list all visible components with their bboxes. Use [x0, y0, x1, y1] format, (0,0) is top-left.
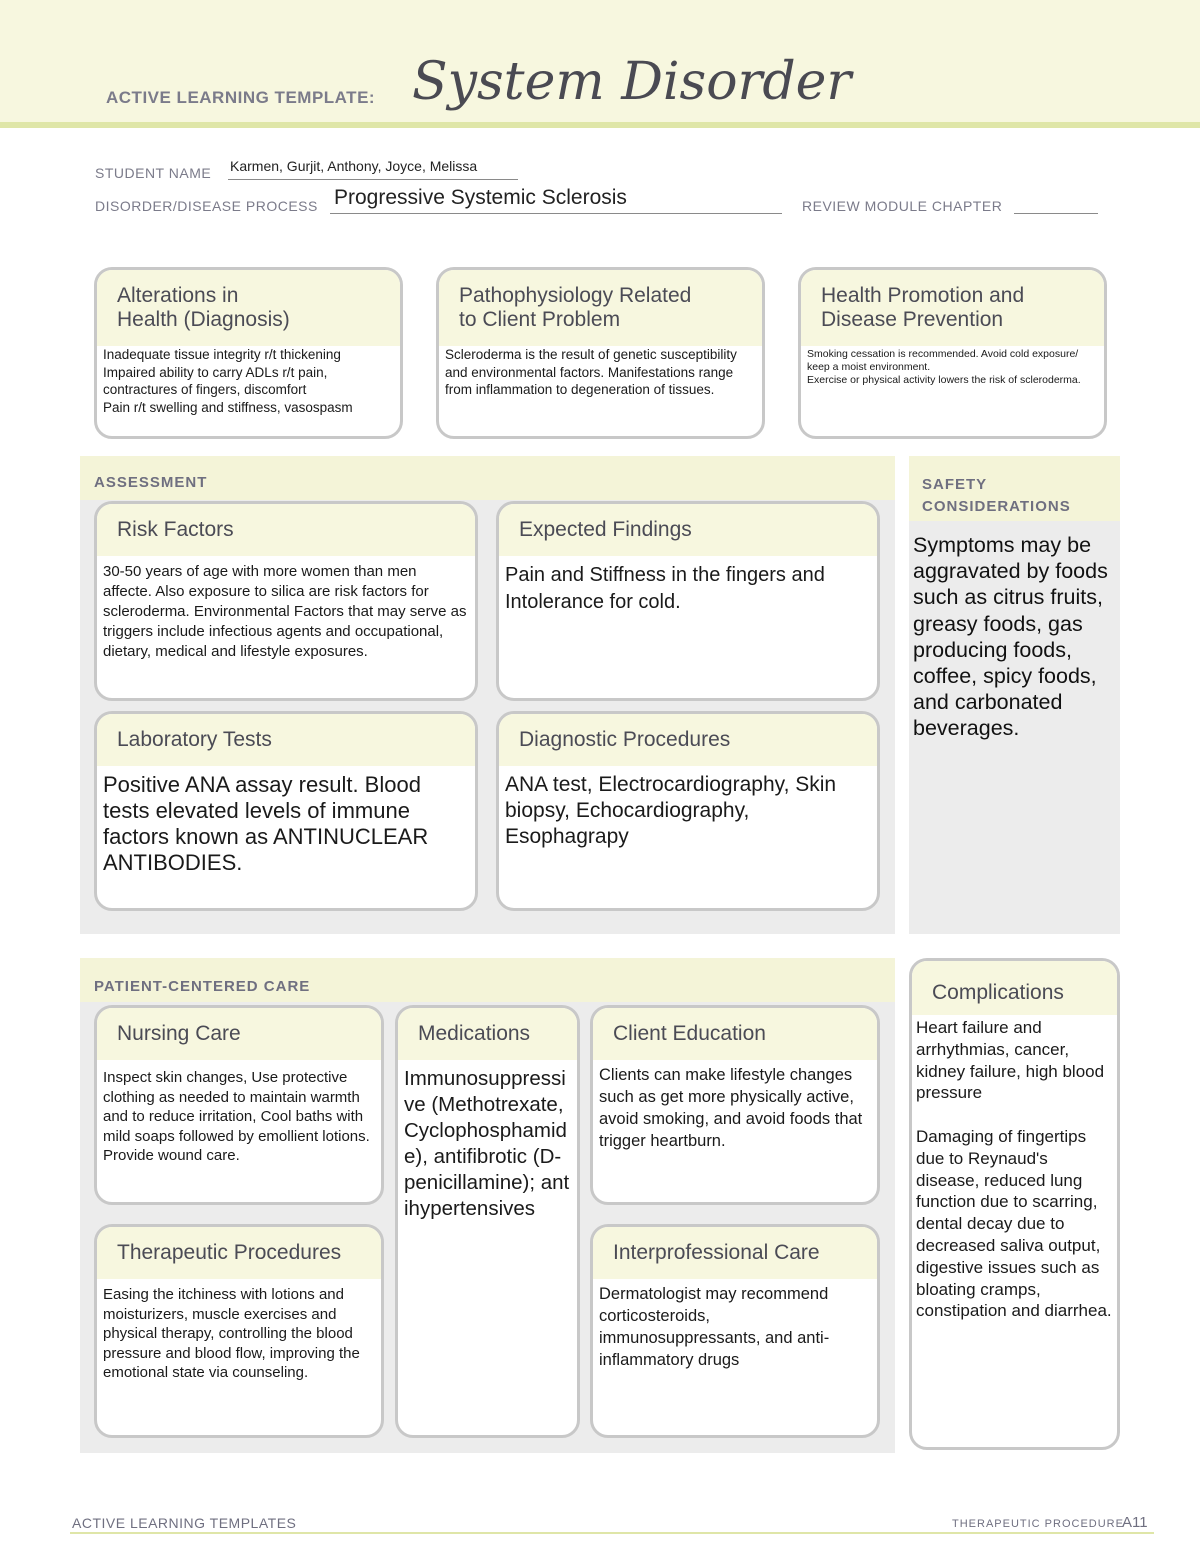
student-name-label: STUDENT NAME — [95, 165, 212, 181]
pathophysiology-body: Scleroderma is the result of genetic susceptibility and environmental factors. Manifestations range from inflammation to degeneration of tissues. — [445, 347, 737, 397]
assessment-label: ASSESSMENT — [94, 474, 208, 491]
pathophysiology-title-line2: to Client Problem — [459, 308, 621, 331]
medications-body: Immunosuppressive (Methotrexate, Cyclophosphamide), antifibrotic (D-penicillamine); antihypertensives — [404, 1067, 570, 1220]
client-education-body: Clients can make lifestyle changes such as get more physically active, avoid smoking, and avoid foods that trigger heartburn. — [599, 1066, 863, 1150]
health-promotion-card-title — [801, 270, 1104, 346]
disorder-value: Progressive Systemic Sclerosis — [334, 186, 627, 209]
complications-body: Heart failure and arrhythmias, cancer, kidney failure, high blood pressure Damaging of fingertips due to Reynaud's disease, reduced lung function due to scarring, dental decay due to decreased saliva output, digestive issues such as bloating cramps, constipation and diarrhea. — [916, 1018, 1112, 1321]
expected-findings-title: Expected Findings — [499, 504, 877, 556]
alterations-title-line1: Alterations in — [117, 284, 239, 307]
client-education-card — [590, 1005, 880, 1205]
footer-section: THERAPEUTIC PROCEDURE — [952, 1518, 1124, 1530]
alterations-title-line2: Health (Diagnosis) — [117, 308, 290, 331]
risk-factors-card — [94, 501, 478, 701]
pathophysiology-card — [436, 267, 765, 439]
therapeutic-procedures-title: Therapeutic Procedures — [97, 1227, 381, 1279]
page-number: A11 — [1122, 1514, 1148, 1531]
footer-divider — [70, 1532, 1154, 1534]
safety-label-line1: SAFETY — [922, 476, 988, 493]
therapeutic-procedures-card — [94, 1224, 384, 1438]
diagnostic-procedures-title: Diagnostic Procedures — [499, 714, 877, 766]
alterations-card-title — [97, 270, 400, 346]
diagnostic-procedures-card — [496, 711, 880, 911]
complications-card — [909, 958, 1120, 1450]
safety-body: Symptoms may be aggravated by foods such as citrus fruits, greasy foods, gas producing foods, coffee, spicy foods, and carbonated beverages. — [913, 533, 1108, 741]
risk-factors-body: 30-50 years of age with more women than men affecte. Also exposure to silica are risk factors for scleroderma. Environmental Factors that may serve as triggers include infectious agents and occupational, dietary, medical and lifestyle exposures. — [103, 563, 467, 660]
nursing-care-card — [94, 1005, 384, 1205]
patient-care-label: PATIENT-CENTERED CARE — [94, 978, 311, 995]
footer-title: ACTIVE LEARNING TEMPLATES — [72, 1515, 297, 1531]
nursing-care-body: Inspect skin changes, Use protective clothing as needed to maintain warmth and to reduce irritation, Cool baths with mild soaps followed by emollient lotions. Provide wound care. — [103, 1069, 370, 1164]
medications-title: Medications — [398, 1008, 577, 1060]
review-module-field[interactable] — [1014, 196, 1098, 214]
laboratory-tests-body: Positive ANA assay result. Blood tests elevated levels of immune factors known as ANTINUCLEAR ANTIBODIES. — [103, 772, 429, 875]
health-promotion-card — [798, 267, 1107, 439]
health-promotion-title-line1: Health Promotion and — [821, 284, 1025, 307]
safety-label-line2: CONSIDERATIONS — [922, 498, 1071, 515]
disorder-label: DISORDER/DISEASE PROCESS — [95, 198, 318, 214]
safety-label — [922, 474, 1071, 518]
risk-factors-title: Risk Factors — [97, 504, 475, 556]
template-label: ACTIVE LEARNING TEMPLATE: — [106, 88, 376, 107]
student-name-value: Karmen, Gurjit, Anthony, Joyce, Melissa — [230, 158, 478, 174]
alterations-card — [94, 267, 403, 439]
laboratory-tests-card — [94, 711, 478, 911]
medications-card — [395, 1005, 580, 1438]
pathophysiology-title-line1: Pathophysiology Related — [459, 284, 692, 307]
expected-findings-body: Pain and Stiffness in the fingers and Intolerance for cold. — [505, 564, 825, 613]
diagnostic-procedures-body: ANA test, Electrocardiography, Skin biopsy, Echocardiography, Esophagrapy — [505, 773, 837, 848]
interprofessional-care-card — [590, 1224, 880, 1438]
laboratory-tests-title: Laboratory Tests — [97, 714, 475, 766]
template-title: System Disorder — [412, 52, 852, 112]
expected-findings-card — [496, 501, 880, 701]
complications-title: Complications — [912, 961, 1117, 1015]
interprofessional-care-title: Interprofessional Care — [593, 1227, 877, 1279]
health-promotion-title-line2: Disease Prevention — [821, 308, 1004, 331]
review-module-label: REVIEW MODULE CHAPTER — [802, 198, 1003, 214]
pathophysiology-card-title — [439, 270, 762, 346]
client-education-title: Client Education — [593, 1008, 877, 1060]
health-promotion-body: Smoking cessation is recommended. Avoid cold exposure/ keep a moist environment. Exercise or physical activity lowers the risk of scleroderma. — [807, 348, 1081, 386]
interprofessional-care-body: Dermatologist may recommend corticosteroids, immunosuppressants, and anti-inflammatory drugs — [599, 1285, 830, 1369]
nursing-care-title: Nursing Care — [97, 1008, 381, 1060]
therapeutic-procedures-body: Easing the itchiness with lotions and moisturizers, muscle exercises and physical therapy, controlling the blood pressure and blood flow, improving the emotional state via counseling. — [103, 1286, 360, 1381]
alterations-body: Inadequate tissue integrity r/t thickening Impaired ability to carry ADLs r/t pain, contractures of fingers, discomfort Pain r/t swelling and stiffness, vasospasm — [103, 347, 353, 415]
header-divider — [0, 122, 1200, 128]
